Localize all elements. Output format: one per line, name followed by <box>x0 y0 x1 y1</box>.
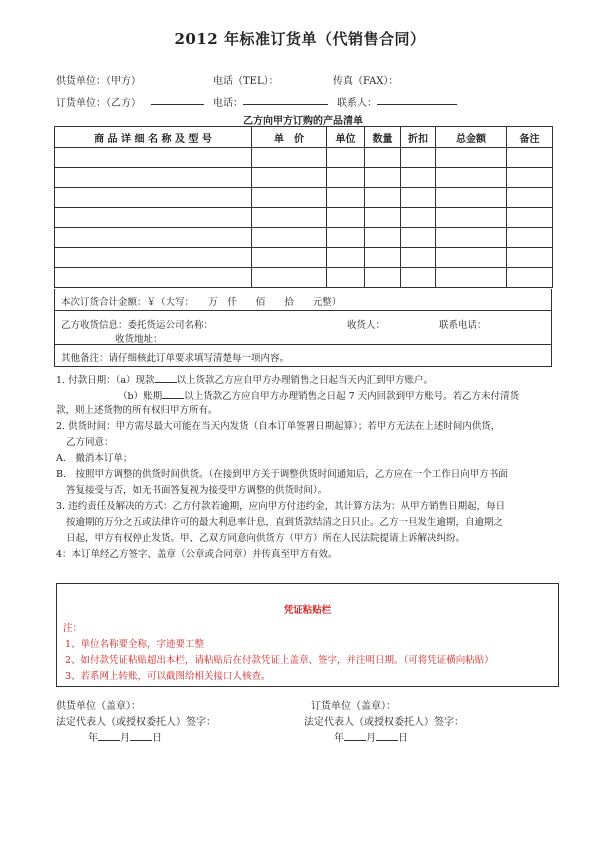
receiver-label: 收货人： <box>347 320 386 331</box>
table-cell[interactable] <box>327 208 365 228</box>
orderer-unit-field[interactable] <box>151 94 204 105</box>
table-cell[interactable] <box>327 268 365 288</box>
supplier-seal-label: 供货单位（盖章）： <box>56 701 141 712</box>
table-cell[interactable] <box>365 168 401 188</box>
table-cell[interactable] <box>507 188 553 208</box>
table-cell[interactable] <box>507 168 553 188</box>
term-A: A. 撤消本订单； <box>56 453 133 464</box>
term-B2: 答复接受与否，如无书面答复视为接受甲方调整的供货时间）。 <box>66 485 328 496</box>
table-cell[interactable] <box>55 268 252 288</box>
table-cell[interactable] <box>436 168 507 188</box>
table-row <box>55 148 553 168</box>
supplier-date-year: 年 <box>88 733 98 744</box>
table-cell[interactable] <box>327 188 365 208</box>
table-cell[interactable] <box>55 248 252 268</box>
supplier-date[interactable] <box>88 729 162 744</box>
table-cell[interactable] <box>507 148 553 168</box>
supplier-rep-label: 法定代表人（或授权委托人）签字： <box>56 717 216 728</box>
orderer-date-day: 日 <box>398 733 408 744</box>
table-cell[interactable] <box>401 228 436 248</box>
voucher-paste-box[interactable] <box>56 583 559 687</box>
table-cell[interactable] <box>327 248 365 268</box>
table-cell[interactable] <box>252 148 327 168</box>
orderer-tel-label: 电话： <box>213 98 243 109</box>
orderer-seal-label: 订货单位（盖章）： <box>311 701 396 712</box>
table-cell[interactable] <box>55 208 252 228</box>
table-row <box>55 168 553 188</box>
table-cell[interactable] <box>507 228 553 248</box>
term-2b: 乙方同意： <box>66 437 114 448</box>
table-cell[interactable] <box>55 148 252 168</box>
table-cell[interactable] <box>436 148 507 168</box>
term-1c: 款，则上述货物的所有权归甲方所有。 <box>56 405 218 416</box>
term-B: B. 按照甲方调整的供货时间供货。（在接到甲方关于调整供货时间通知后，乙方应在一个工作日向甲方书面 <box>56 469 508 480</box>
table-cell[interactable] <box>507 268 553 288</box>
table-cell[interactable] <box>365 268 401 288</box>
col-quantity: 数量 <box>365 127 401 148</box>
logistics-row[interactable] <box>54 311 552 345</box>
logistics-label: 乙方收货信息：委托货运公司名称： <box>61 320 214 331</box>
supplier-tel-label: 电话（TEL）： <box>213 76 279 87</box>
table-cell[interactable] <box>327 228 365 248</box>
table-cell[interactable] <box>401 208 436 228</box>
table-cell[interactable] <box>252 268 327 288</box>
table-cell[interactable] <box>252 208 327 228</box>
voucher-note-2: 2、如付款凭证粘贴超出本栏，请粘贴后在付款凭证上盖章、签字，并注明日期。（可将凭证横向粘贴） <box>65 655 494 666</box>
table-cell[interactable] <box>252 168 327 188</box>
col-discount: 折扣 <box>401 127 436 148</box>
remarks-row[interactable] <box>54 345 552 367</box>
orderer-contact-field[interactable] <box>377 94 457 105</box>
term-1a: 1. 付款日期：（a）现款 以上货款乙方应自甲方办理销售之日起当天内汇到甲方账户。 <box>56 375 434 386</box>
receiver-phone-label: 联系电话： <box>439 320 487 331</box>
table-cell[interactable] <box>436 208 507 228</box>
table-header-row <box>55 127 553 148</box>
term-3c: 日起，甲方有权停止发货。甲、乙双方同意向供货方（甲方）所在人民法院提请上诉解决纠纷。 <box>66 533 466 544</box>
col-unit: 单位 <box>327 127 365 148</box>
address-label: 收货地址： <box>115 334 163 345</box>
table-cell[interactable] <box>436 248 507 268</box>
col-total: 总金额 <box>436 127 507 148</box>
voucher-title: 凭证粘贴栏 <box>283 605 332 616</box>
table-cell[interactable] <box>327 148 365 168</box>
col-product-name: 商 品 详 细 名 称 及 型 号 <box>55 127 252 148</box>
table-cell[interactable] <box>436 188 507 208</box>
table-cell[interactable] <box>436 228 507 248</box>
table-cell[interactable] <box>365 188 401 208</box>
orderer-date-year: 年 <box>334 733 344 744</box>
voucher-note-1: 1、单位名称要全称，字迹要工整 <box>65 639 205 650</box>
table-row <box>55 188 553 208</box>
orderer-unit-label: 订货单位：（乙方） <box>56 98 141 109</box>
table-cell[interactable] <box>401 148 436 168</box>
table-cell[interactable] <box>401 268 436 288</box>
voucher-note-label: 注： <box>63 623 83 634</box>
table-cell[interactable] <box>365 148 401 168</box>
page-title: 2012 年标准订货单（代销售合同） <box>174 30 426 48</box>
table-cell[interactable] <box>507 248 553 268</box>
term-3b: 按逾期的万分之五或法律许可的最大利息率计息，直到货款结清之日只止。乙方一旦发生逾期，自逾期之 <box>66 517 504 528</box>
supplier-fax-label: 传真（FAX）： <box>333 76 399 87</box>
table-cell[interactable] <box>365 248 401 268</box>
remarks-label: 其他备注：请仔细核此订单要求填写清楚每一项内容。 <box>61 353 290 364</box>
col-notes: 备注 <box>507 127 553 148</box>
product-table <box>54 126 553 288</box>
table-row <box>55 248 553 268</box>
term-3: 3. 违约责任及解决的方式：乙方付款若逾期，应向甲方付违约金，其计算方法为：从甲方销售日期起，每日 <box>56 501 506 512</box>
orderer-contact-label: 联系人： <box>337 98 377 109</box>
table-caption: 乙方向甲方订购的产品清单 <box>243 116 363 127</box>
table-cell[interactable] <box>365 208 401 228</box>
orderer-rep-label: 法定代表人（或授权委托人）签字： <box>304 717 464 728</box>
table-row <box>55 208 553 228</box>
term-4: 4：本订单经乙方签字、盖章（公章或合同章）并传真至甲方有效。 <box>56 549 338 560</box>
table-cell[interactable] <box>507 208 553 228</box>
table-cell[interactable] <box>401 168 436 188</box>
table-cell[interactable] <box>365 228 401 248</box>
table-row <box>55 228 553 248</box>
supplier-date-month: 月 <box>120 733 130 744</box>
table-cell[interactable] <box>327 168 365 188</box>
table-cell[interactable] <box>252 228 327 248</box>
table-cell[interactable] <box>436 268 507 288</box>
voucher-note-3: 3、若系网上转账，可以截图给相关接口人核查。 <box>65 671 271 682</box>
table-cell[interactable] <box>401 188 436 208</box>
supplier-unit-label: 供货单位：（甲方） <box>56 76 141 87</box>
orderer-tel-field[interactable] <box>243 94 328 105</box>
term-2: 2. 供货时间：甲方需尽最大可能在当天内发货（自本订单签署日期起算）；若甲方无法在上述时间内供货， <box>56 421 501 432</box>
table-cell[interactable] <box>55 168 252 188</box>
table-cell[interactable] <box>252 248 327 268</box>
supplier-date-day: 日 <box>152 733 162 744</box>
table-cell[interactable] <box>252 188 327 208</box>
table-cell[interactable] <box>55 188 252 208</box>
table-row <box>55 268 553 288</box>
total-amount-label: 本次订货合计金额：￥（大写： 万 仟 佰 拾 元整） <box>61 297 342 308</box>
orderer-date-month: 月 <box>366 733 376 744</box>
term-1b: （b）账期 以上货款乙方应自甲方办理销售之日起 7 天内回款到甲方账号。若乙方未付清货 <box>118 391 520 402</box>
table-cell[interactable] <box>55 228 252 248</box>
col-unit-price: 单 价 <box>252 127 327 148</box>
total-amount-row[interactable] <box>54 289 552 311</box>
table-cell[interactable] <box>401 248 436 268</box>
orderer-date[interactable] <box>334 729 408 744</box>
